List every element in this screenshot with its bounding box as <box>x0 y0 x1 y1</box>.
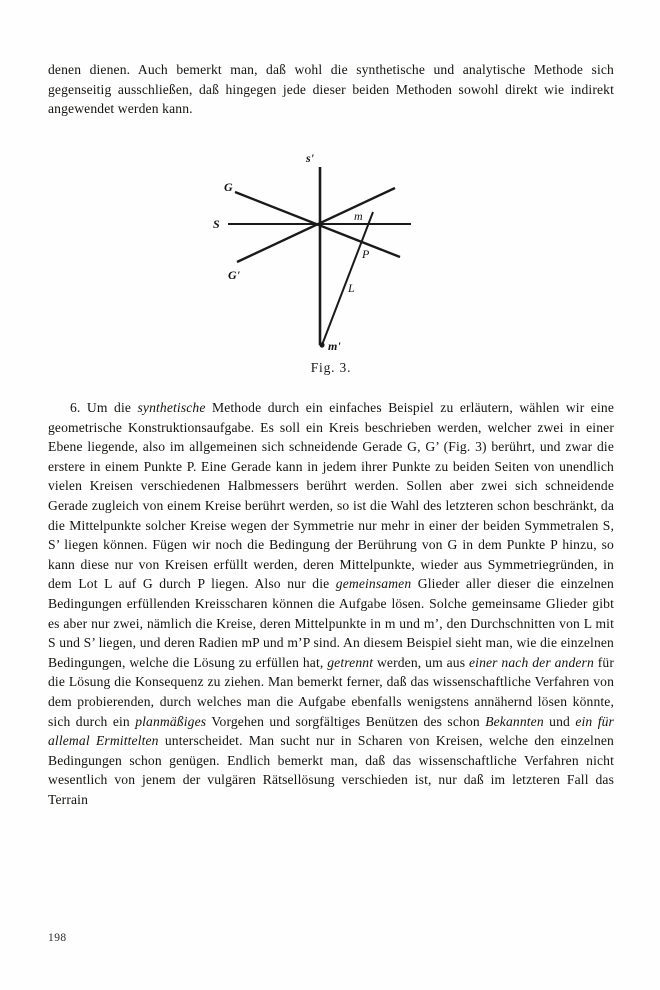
body-emph-ein-fuer-allemal-ermittelten: ein für allemal Ermittelten <box>48 713 614 749</box>
body-text-c: Glieder aller dieser die einzelnen Bedingungen erfüllenden Kreisscharen können die Aufgabe lösen. Solche gemeinsame Glieder gibt es aber nur zwei, nämlich die Kreise, deren Mittelpunkte in m und m’, den Durchschnitten von L mit S und S’ liegen, und deren Radien mP und m’P sind. An diesem Beispiel sieht man, wie die einzelnen Bedingungen, welche die Lösung zu erfüllen hat, <box>48 576 614 670</box>
body-emph-synthetische: synthetische <box>137 400 206 415</box>
body-emph-gemeinsamen: gemeinsamen <box>335 576 412 592</box>
page-number: 198 <box>48 932 67 944</box>
figure-label-g-prime: G' <box>228 268 240 282</box>
point-m-prime <box>319 342 324 347</box>
figure-label-s: S <box>213 217 220 231</box>
body-text-a: 6. Um die <box>70 400 138 415</box>
body-paragraph <box>48 398 614 809</box>
body-emph-bekannten: Bekannten <box>485 713 544 729</box>
body-paragraph-block <box>48 398 614 809</box>
intro-paragraph-block <box>48 60 614 119</box>
body-emph-getrennt: getrennt <box>327 654 374 670</box>
figure-label-g: G <box>224 180 233 194</box>
body-text-e: für die Lösung die Konsequenz zu ziehen. Man bemerkt ferner, daß das wissenschaftliche Verfahren von dem probierenden, durch welches man die Aufgabe ebenfalls wenigstens annähernd lösen könnte, sich durch ein <box>48 654 614 729</box>
body-text-f: Vorgehen und sorgfältiges Benützen des schon <box>206 713 486 729</box>
figure-caption: Fig. 3. <box>310 360 352 375</box>
body-emph-einer-nach-der-andern: einer nach der andern <box>468 654 594 670</box>
body-text-b: Methode durch ein einfaches Beispiel zu erläutern, wählen wir eine geometrische Konstruktionsaufgabe. Es soll ein Kreis beschrieben werden, welcher zwei in einer Ebene liegende, also im allgemeinen sich schneidende Gerade G, G’ (Fig. 3) berührt, und zwar die erstere in einem Punkte P. Eine Gerade kann in jedem ihrer Punkte zu beiden Seiten von unendlich vielen Kreisen verschiedenen Halbmessers berührt werden. Sollen aber zwei sich schneidende Gerade zugleich von einem Kreise berührt werden, so ist die Wahl des letzteren schon beschränkt, da die Mittelpunkte solcher Kreise wegen der Symmetrie nur mehr in einer der beiden Symmetralen S, S’ liegen können. Fügen wir noch die Bedingung der Berührung von G in dem Punkte P hinzu, so kann diese nur von Kreisen erfüllt werden, deren Mittelpunkte, wieder aus Symmetriegründen, in dem Lot L auf G durch P liegen. Also nur die <box>48 400 614 592</box>
figure-label-m-prime: m' <box>328 339 341 353</box>
figure-3 <box>48 142 614 382</box>
body-text-h: unterscheidet. Man sucht nur in Scharen von Kreisen, welche den einzelnen Bedingungen schon genügen. Endlich bemerkt man, daß das wissenschaftliche Verfahren nicht wesentlich von jenem der vulgären Rätsellösung verschieden ist, nur daß im letzteren Fall das Terrain <box>48 733 614 807</box>
line-l <box>322 212 373 345</box>
figure-label-p: P <box>362 247 370 261</box>
figure-label-l: L <box>348 281 355 295</box>
body-text-g: und <box>543 713 576 729</box>
body-text-d: werden, um aus <box>373 654 469 670</box>
figure-label-m: m <box>354 209 363 223</box>
intro-paragraph: denen dienen. Auch bemerkt man, daß wohl die synthetische und analytische Methode sich gegenseitig ausschließen, daß hingegen jede dieser beiden Methoden sowohl direkt wie indirekt angewendet werden kann. <box>48 62 614 117</box>
figure-3-diagram <box>48 142 614 357</box>
body-emph-planmaessiges: planmäßiges <box>135 713 207 729</box>
figure-label-s-prime: s' <box>306 151 315 165</box>
